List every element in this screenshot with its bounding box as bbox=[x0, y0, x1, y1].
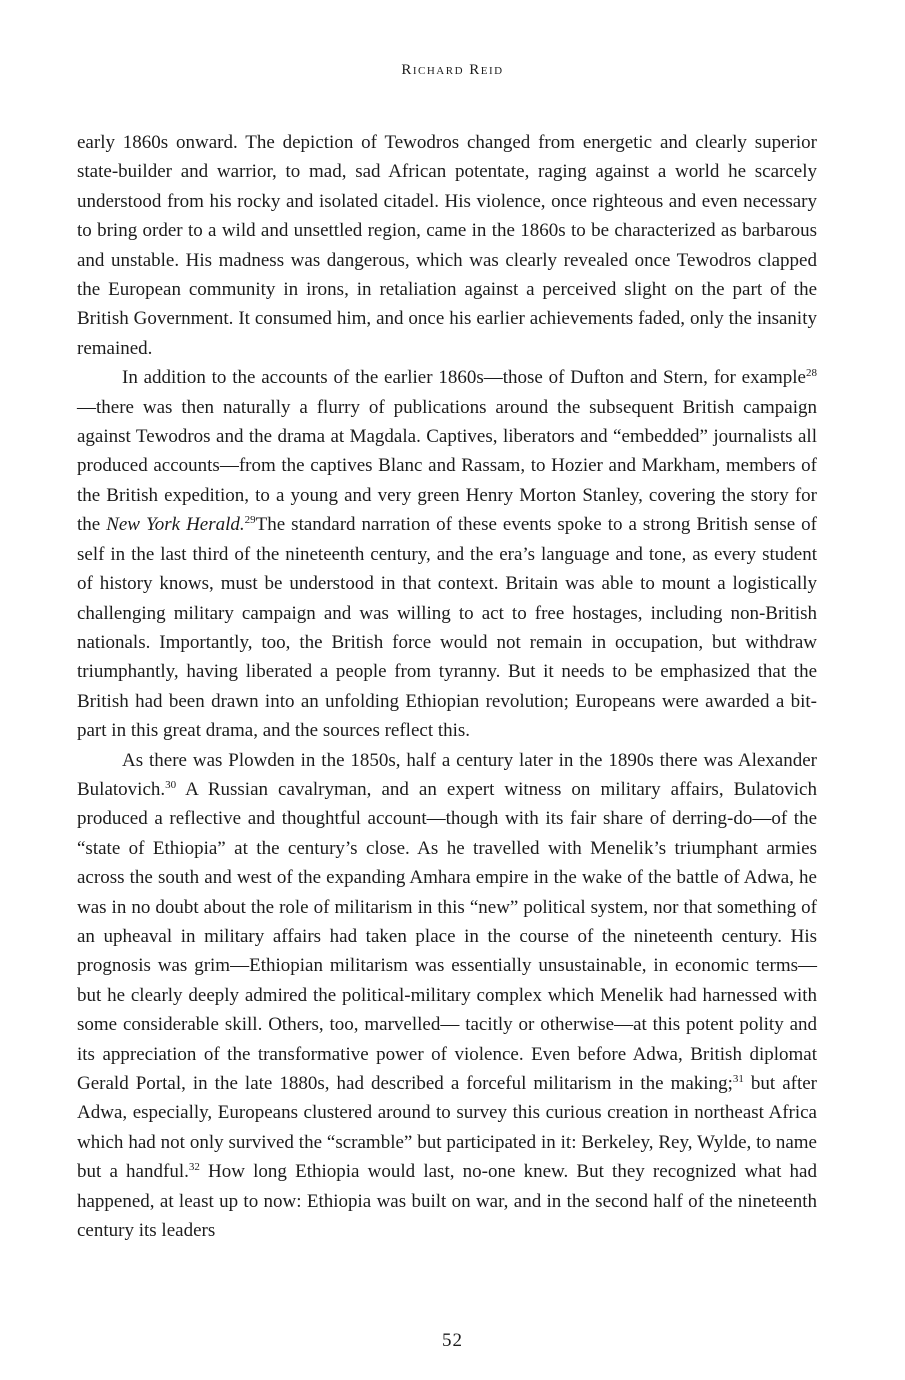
footnote-ref-28: 28 bbox=[806, 367, 817, 380]
paragraph-2 bbox=[77, 363, 817, 745]
paragraph-2-text-a: In addition to the accounts of the earlier 1860s—those of Dufton and Stern, for example bbox=[122, 367, 806, 389]
paragraph-2-text-c: The standard narration of these events spoke to a strong British sense of self in the last third of the nineteenth century, and the era’s language and tone, as every student of history knows, must be understood in that context. Britain was able to mount a logistically challenging military campaign and was willing to act to free hostages, including non-British nationals. Importantly, too, the British force would not remain in occupation, but withdraw triumphantly, having liberated a people from tyranny. But it needs to be emphasized that the British had been drawn into an unfolding Ethiopian revolution; Europeans were awarded a bit-part in this great drama, and the sources reflect this. bbox=[77, 514, 817, 742]
footnote-ref-30: 30 bbox=[165, 778, 177, 791]
footnote-ref-32: 32 bbox=[188, 1161, 200, 1174]
running-head: Richard Reid bbox=[401, 62, 504, 78]
footnote-ref-31: 31 bbox=[732, 1073, 744, 1085]
paragraph-3-text-d: How long Ethiopia would last, no-one knew. But they recognized what had happened, at least up to now: Ethiopia was built on war, and in the second half of the nineteenth century its leaders bbox=[77, 1161, 817, 1242]
paragraph-3-text-a: As there was Plowden in the 1850s, half a century later in the 1890s there was Alexander Bulatovich. bbox=[77, 749, 817, 800]
body-text bbox=[77, 128, 817, 1245]
paragraph-1 bbox=[77, 128, 817, 363]
paragraph-3-text-b: A Russian cavalryman, and an expert witness on military affairs, Bulatovich produced a reflective and thoughtful account—though with its fair share of derring-do—of the “state of Ethiopia” at the century’s close. As he travelled with Menelik’s triumphant armies across the south and west of the expanding Amhara empire in the wake of the battle of Adwa, he was in no doubt about the role of militarism in this “new” political system, nor that something of an upheaval in military affairs had taken place in the course of the nineteenth century. His prognosis was grim—Ethiopian militarism was essentially unsustainable, in economic terms—but he clearly deeply admired the political-military complex which Menelik had harnessed with some considerable skill. Others, too, marvelled— tacitly or otherwise—at this potent polity and its appreciation of the transformative power of violence. Even before Adwa, British diplomat Gerald Portal, in the late 1880s, had described a forceful militarism in the making; bbox=[77, 778, 817, 1094]
paragraph-3-text-c: but after Adwa, especially, Europeans clustered around to survey this curious creation in northeast Africa which had not only survived the “scramble” but participated in it: Berkeley, Rey, Wylde, to name but a handful. bbox=[77, 1073, 818, 1183]
footnote-ref-29: 29 bbox=[244, 514, 256, 527]
paragraph-2-text-b: —there was then naturally a flurry of publications around the subsequent British campaign against Tewodros and the drama at Magdala. Captives, liberators and “embedded” journalists all produced accounts—from the captives Blanc and Rassam, to Hozier and Markham, members of the British expedition, to a young and very green Henry Morton Stanley, covering the story for the bbox=[77, 396, 817, 536]
paragraph-1-text: early 1860s onward. The depiction of Tewodros changed from energetic and clearly superior state-builder and warrior, to mad, sad African potentate, raging against a world he scarcely understood from his rocky and isolated citadel. His violence, once righteous and even necessary to bring order to a wild and unsettled region, came in the 1860s to be characterized as barbarous and unstable. His madness was dangerous, which was clearly revealed once Tewodros clapped the European community in irons, in retaliation against a perceived slight on the part of the British Government. It consumed him, and once his earlier achievements faded, only the insanity remained. bbox=[77, 132, 817, 359]
page-number: 52 bbox=[442, 1330, 463, 1351]
paragraph-3 bbox=[77, 746, 817, 1246]
italic-title-new-york-herald: New York Herald. bbox=[106, 514, 245, 536]
